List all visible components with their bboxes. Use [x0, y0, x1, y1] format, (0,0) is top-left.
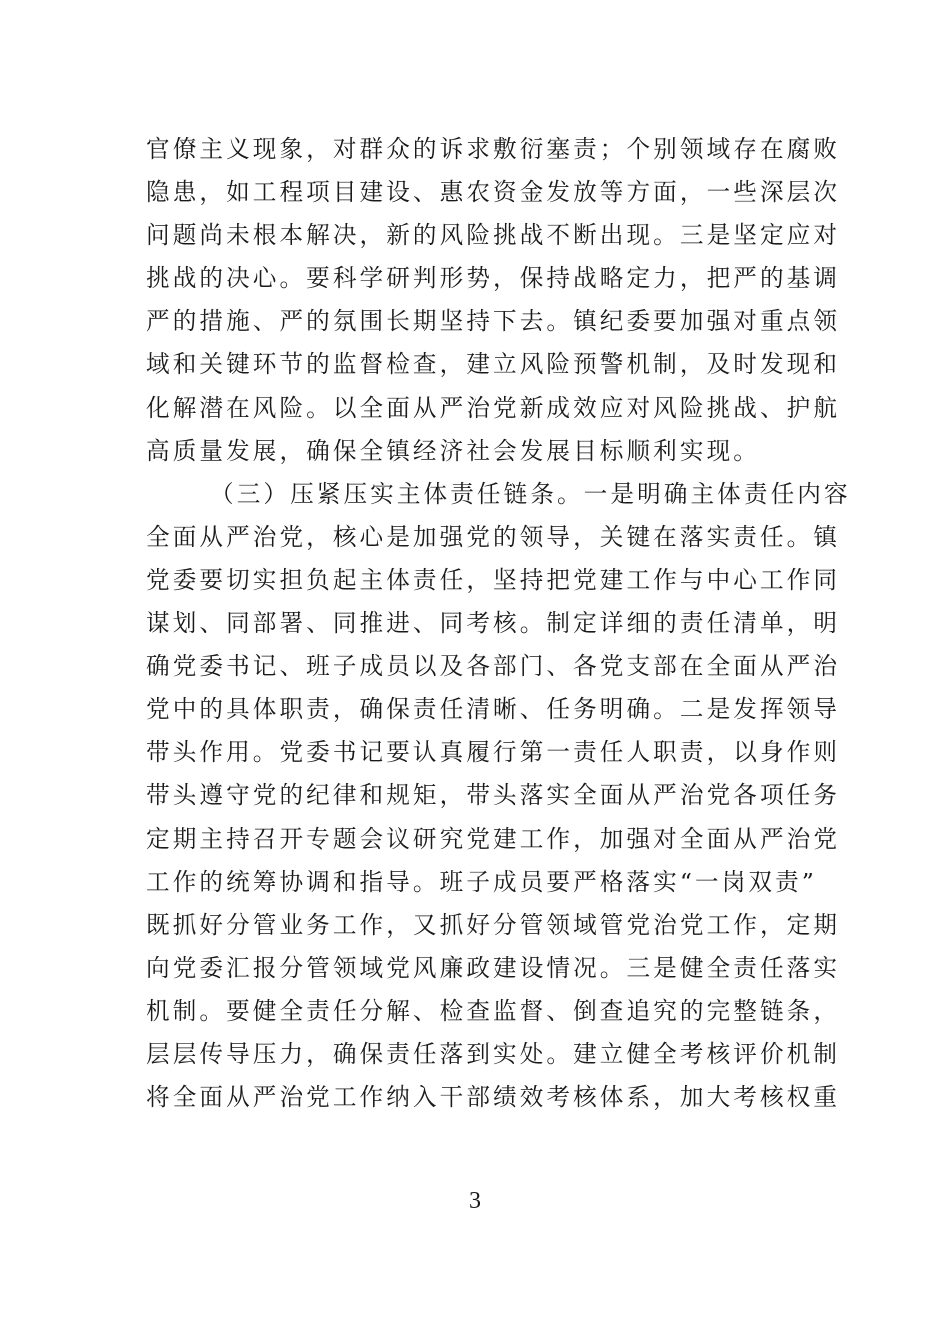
- text-line: 官僚主义现象，对群众的诉求敷衍塞责；个别领域存在腐败: [146, 135, 841, 163]
- text-line: 工作的统筹协调和指导。班子成员要严格落实“一岗双责”: [146, 867, 817, 896]
- text-line: 域和关键环节的监督检查，建立风险预警机制，及时发现和: [146, 350, 841, 379]
- text-line: 问题尚未根本解决，新的风险挑战不断出现。三是坚定应对: [146, 221, 841, 250]
- text-line: 隐患，如工程项目建设、惠农资金发放等方面，一些深层次: [146, 178, 841, 207]
- section-heading-line: （三）压紧压实主体责任链条。一是明确主体责任内容: [210, 479, 851, 508]
- text-line: 党中的具体职责，确保责任清晰、任务明确。二是发挥领导: [146, 695, 841, 724]
- text-line: 既抓好分管业务工作，又抓好分管领域管党治党工作，定期: [146, 910, 841, 939]
- text-line: 党委要切实担负起主体责任，坚持把党建工作与中心工作同: [146, 565, 841, 594]
- text-line: 带头遵守党的纪律和规矩，带头落实全面从严治党各项任务: [146, 781, 841, 810]
- text-line: 机制。要健全责任分解、检查监督、倒查追究的完整链条，: [146, 996, 841, 1025]
- text-line: 确党委书记、班子成员以及各部门、各党支部在全面从严治: [146, 652, 841, 681]
- text-line: 化解潜在风险。以全面从严治党新成效应对风险挑战、护航: [146, 393, 841, 422]
- text-line: 向党委汇报分管领域党风廉政建设情况。三是健全责任落实: [146, 953, 841, 982]
- text-line: 高质量发展，确保全镇经济社会发展目标顺利实现。: [146, 436, 760, 465]
- text-line: 全面从严治党，核心是加强党的领导，关键在落实责任。镇: [146, 522, 841, 551]
- text-line: 带头作用。党委书记要认真履行第一责任人职责，以身作则: [146, 738, 841, 767]
- page-number: 3: [469, 1188, 481, 1214]
- text-line: 严的措施、严的氛围长期坚持下去。镇纪委要加强对重点领: [146, 307, 841, 336]
- text-line: 谋划、同部署、同推进、同考核。制定详细的责任清单，明: [146, 609, 841, 638]
- body-text: [146, 128, 851, 1119]
- text-line: 将全面从严治党工作纳入干部绩效考核体系，加大考核权重: [146, 1083, 841, 1112]
- text-line: 挑战的决心。要科学研判形势，保持战略定力，把严的基调: [146, 264, 841, 293]
- text-line: 层层传导压力，确保责任落到实处。建立健全考核评价机制: [146, 1039, 841, 1068]
- text-line: 定期主持召开专题会议研究党建工作，加强对全面从严治党: [146, 824, 841, 853]
